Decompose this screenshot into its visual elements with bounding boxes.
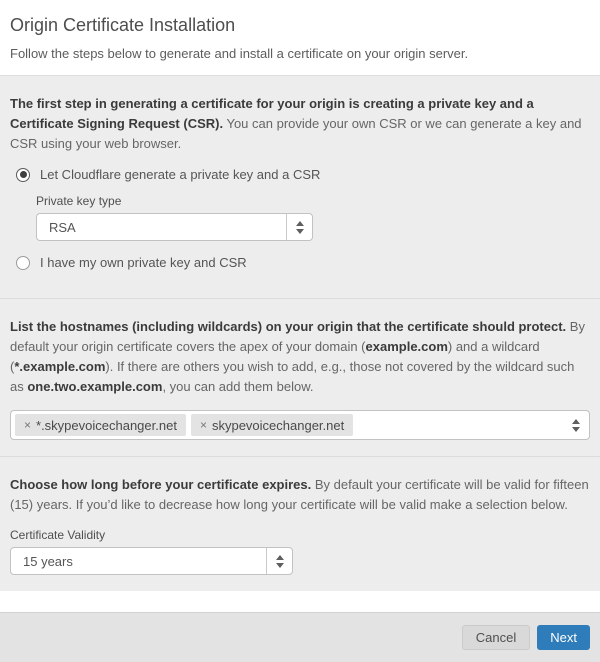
private-key-intro-rest: You can provide your own CSR or we can generate a key and CSR using your web browser. (10, 116, 582, 151)
hostnames-intro-part1: By default your origin certificate covers the apex of your domain ( (10, 319, 585, 354)
hostname-tag (191, 414, 353, 436)
private-key-type-label: Private key type (36, 194, 122, 208)
validity-intro (10, 475, 590, 515)
validity-intro-rest: By default your certificate will be valid for fifteen (15) years. If you’d like to decrease how long your certificate will be valid make a selection below. (10, 477, 589, 512)
validity-section (0, 456, 600, 591)
subdomain-example: one.two.example.com (27, 379, 163, 394)
page-title: Origin Certificate Installation (10, 15, 236, 35)
chevron-down-icon (276, 563, 284, 568)
radio-generate-key-label: Let Cloudflare generate a private key and a CSR (40, 167, 321, 182)
dialog-footer (0, 612, 600, 662)
certificate-validity-value: 15 years (23, 553, 73, 569)
hostnames-section (0, 298, 600, 456)
chevron-down-icon (296, 229, 304, 234)
hostnames-intro-part2: ) and a wildcard ( (10, 339, 540, 374)
select-stepper[interactable] (266, 548, 292, 574)
select-stepper[interactable] (286, 214, 312, 240)
dialog-header (0, 0, 600, 75)
wildcard-domain: *.example.com (14, 359, 106, 374)
apex-domain: example.com (365, 339, 448, 354)
chevron-up-icon (572, 419, 580, 424)
certificate-validity-label: Certificate Validity (10, 528, 106, 542)
radio-dot (20, 171, 27, 178)
hostnames-intro-part3: ). If there are others you wish to add, e.g., those not covered by the wildcard such as (10, 359, 575, 394)
hostnames-input[interactable] (10, 410, 590, 440)
remove-tag-icon[interactable]: × (24, 418, 32, 432)
private-key-section (0, 75, 600, 298)
radio-own-key-label: I have my own private key and CSR (40, 255, 247, 270)
radio-unselected-icon[interactable] (16, 256, 30, 270)
remove-tag-icon[interactable]: × (199, 418, 207, 432)
hostname-tag-label: *.skypevoicechanger.net (36, 417, 177, 433)
private-key-type-value: RSA (49, 219, 76, 235)
hostname-tag (15, 414, 186, 436)
private-key-type-field (36, 194, 590, 241)
radio-generate-key[interactable] (10, 167, 590, 182)
private-key-intro (10, 94, 590, 154)
validity-intro-bold: Choose how long before your certificate expires. (10, 477, 312, 492)
dialog-subtitle: Follow the steps below to generate and install a certificate on your origin server. (10, 46, 469, 61)
private-key-type-select[interactable] (36, 213, 313, 241)
radio-selected-icon[interactable] (16, 168, 30, 182)
cancel-button[interactable]: Cancel (462, 625, 530, 650)
certificate-validity-select[interactable] (10, 547, 293, 575)
private-key-intro-bold: The first step in generating a certificate for your origin is creating a private key and a Certificate Signing Request (CSR). (10, 96, 534, 131)
chevron-up-icon (276, 555, 284, 560)
hostnames-intro-bold: List the hostnames (including wildcards) on your origin that the certificate should protect. (10, 319, 567, 334)
hostname-tag-label: skypevoicechanger.net (211, 417, 345, 433)
radio-own-key[interactable] (10, 255, 590, 270)
next-button[interactable]: Next (537, 625, 590, 650)
select-stepper[interactable] (563, 411, 589, 439)
hostnames-intro (10, 317, 590, 397)
chevron-up-icon (296, 221, 304, 226)
chevron-down-icon (572, 427, 580, 432)
hostnames-intro-part4: , you can add them below. (162, 379, 314, 394)
